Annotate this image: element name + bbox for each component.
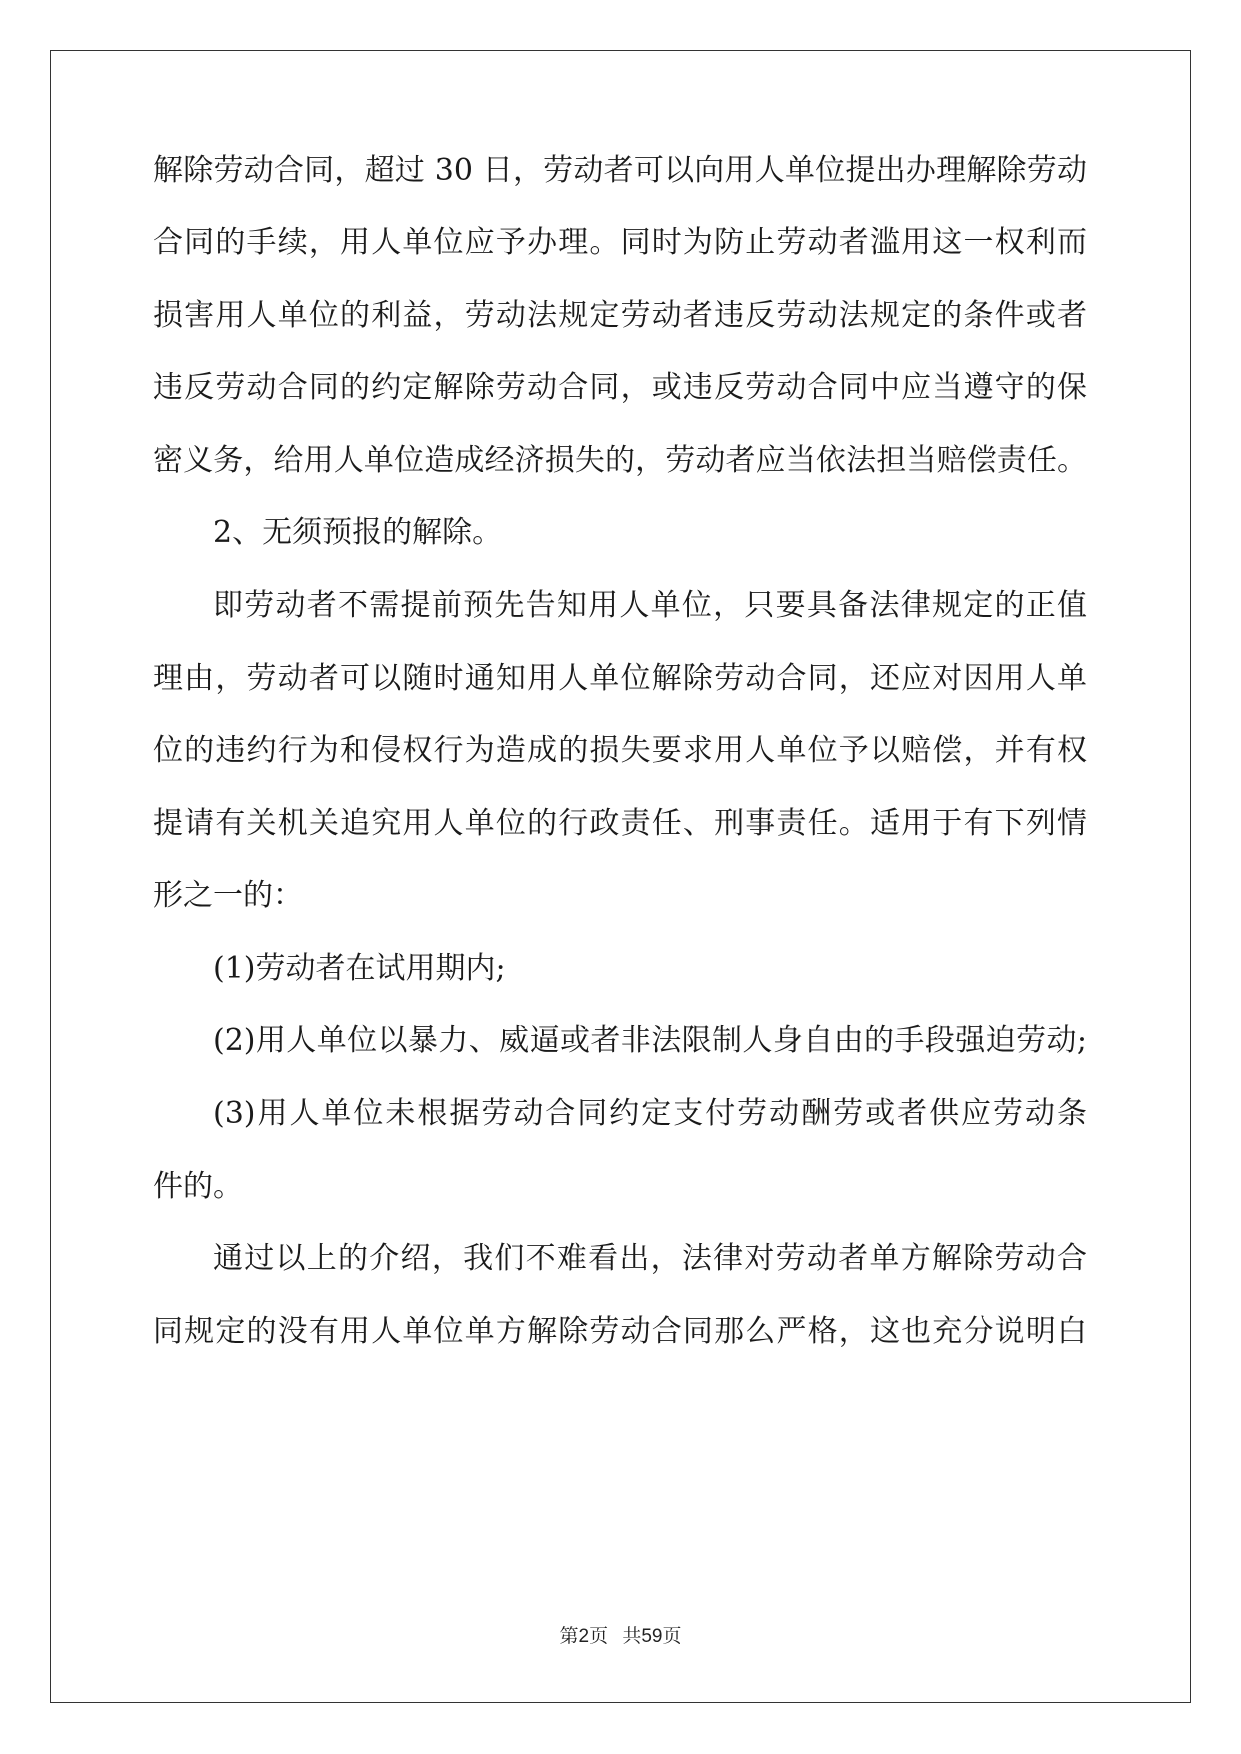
text-line: 提请有关机关追究用人单位的行政责任、刑事责任。适用于有下列情 [153,806,1087,841]
paragraph-first-line: 即劳动者不需提前预先告知用人单位，只要具备法律规定的正值 [213,588,1087,623]
text-line: 解除劳动合同，超过 30 日，劳动者可以向用人单位提出办理解除劳动 [153,153,1087,188]
text-line: 件的。 [153,1169,243,1204]
list-item: (1)劳动者在试用期内; [213,951,506,986]
text-line: 违反劳动合同的约定解除劳动合同，或违反劳动合同中应当遵守的保 [153,370,1087,405]
text-line: 理由，劳动者可以随时通知用人单位解除劳动合同，还应对因用人单 [153,661,1087,696]
footer-page-number: 2 [578,1626,590,1647]
page-footer [0,1621,1241,1648]
list-item: (2)用人单位以暴力、威逼或者非法限制人身自由的手段强迫劳动; [213,1023,1087,1058]
section-heading: 2、无须预报的解除。 [213,515,503,550]
text-line: 密义务，给用人单位造成经济损失的，劳动者应当依法担当赔偿责任。 [153,443,1087,478]
list-item: (3)用人单位未根据劳动合同约定支付劳动酬劳或者供应劳动条 [213,1096,1087,1131]
text-line: 位的违约行为和侵权行为造成的损失要求用人单位予以赔偿，并有权 [153,733,1087,768]
text-line: 损害用人单位的利益，劳动法规定劳动者违反劳动法规定的条件或者 [153,298,1087,333]
footer-total-pages: 59 [641,1626,663,1647]
footer-total-suffix: 页 [662,1626,682,1647]
text-line: 合同的手续，用人单位应予办理。同时为防止劳动者滥用这一权利而 [153,225,1087,260]
footer-prefix: 第 [559,1626,579,1647]
footer-page-suffix: 页 [589,1626,609,1647]
text-line: 同规定的没有用人单位单方解除劳动合同那么严格，这也充分说明白 [153,1314,1087,1349]
text-line: 形之一的： [153,878,303,913]
footer-total-prefix: 共 [622,1626,642,1647]
paragraph-first-line: 通过以上的介绍，我们不难看出，法律对劳动者单方解除劳动合 [213,1241,1087,1276]
